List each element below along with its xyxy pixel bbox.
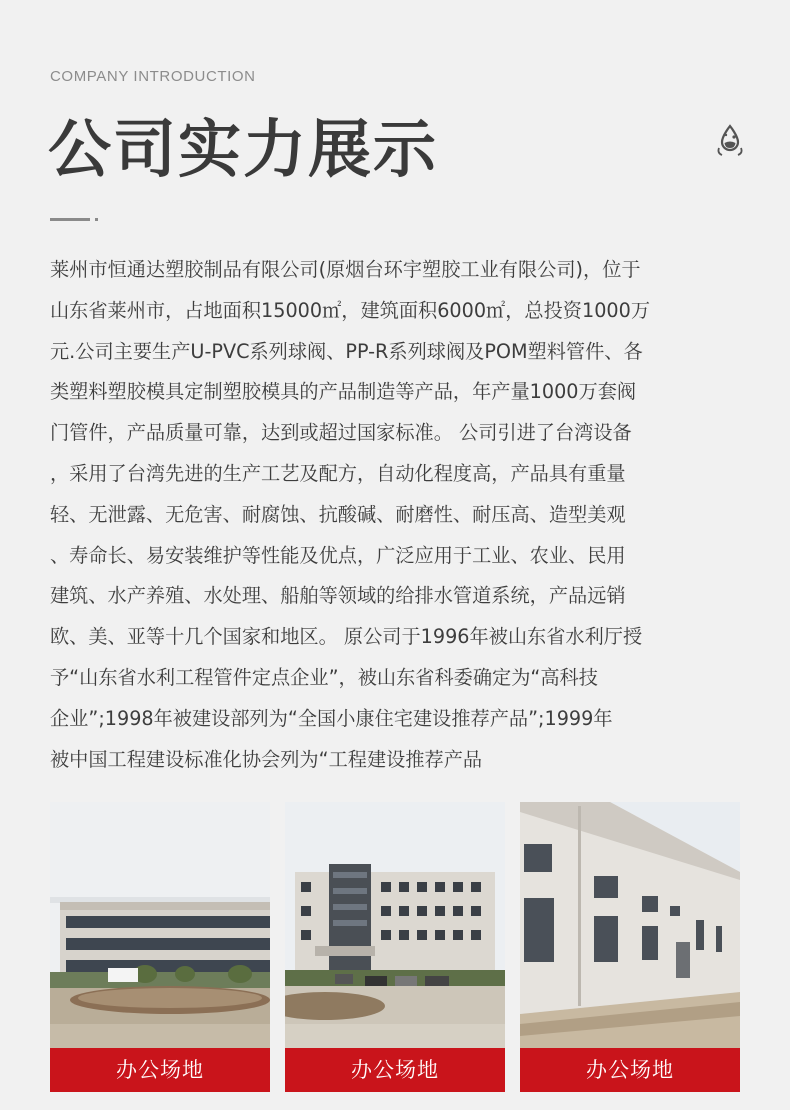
company-intro-text: 莱州市恒通达塑胶制品有限公司(原烟台环宇塑胶工业有限公司)，位于 山东省莱州市，占地面积15000㎡，建筑面积6000㎡，总投资1000万 元.公司主要生产U-PVC系列球阀、PP-R系列球阀及POM塑料管件、各 类塑料塑胶模具定制塑胶模具的产品制造等产品，年产量1000万套阀 门管件，产品质量可靠，达到或超过国家标准。 公司引进了台湾设备 ，采用了台湾先进的生产工艺及配方，自动化程度高，产品具有重量 轻、无泄露、无危害、耐腐蚀、抗酸碱、耐磨性、耐压高、造型美观 、寿命长、易安装维护等性能及优点，广泛应用于工业、农业、民用 建筑、水产养殖、水处理、船舶等领域的给排水管道系统，产品远销 欧、美、亚等十几个国家和地区。 原公司于1996年被山东省水利厅授 予“山东省水利工程管件定点企业”，被山东省科委确定为“高科技 企业”;1998年被建设部列为“全国小康住宅建设推荐产品”;1999年 被中国工程建设标准化协会列为“工程建设推荐产品 (50, 258, 651, 771)
water-drop-icon (716, 124, 744, 158)
page-title: 公司实力展示 (48, 113, 438, 186)
office-building-photo-1 (50, 802, 270, 1048)
photo-gallery (50, 802, 740, 1092)
title-underline-dot (95, 218, 98, 221)
eyebrow-label: COMPANY INTRODUCTION (50, 68, 256, 85)
factory-building-photo (520, 802, 740, 1048)
gallery-card-2 (285, 802, 505, 1092)
office-building-photo-2 (285, 802, 505, 1048)
title-underline (50, 218, 90, 221)
gallery-caption-3: 办公场地 (520, 1048, 740, 1092)
gallery-caption-2: 办公场地 (285, 1048, 505, 1092)
gallery-caption-1: 办公场地 (50, 1048, 270, 1092)
gallery-card-1 (50, 802, 270, 1092)
gallery-card-3 (520, 802, 740, 1092)
